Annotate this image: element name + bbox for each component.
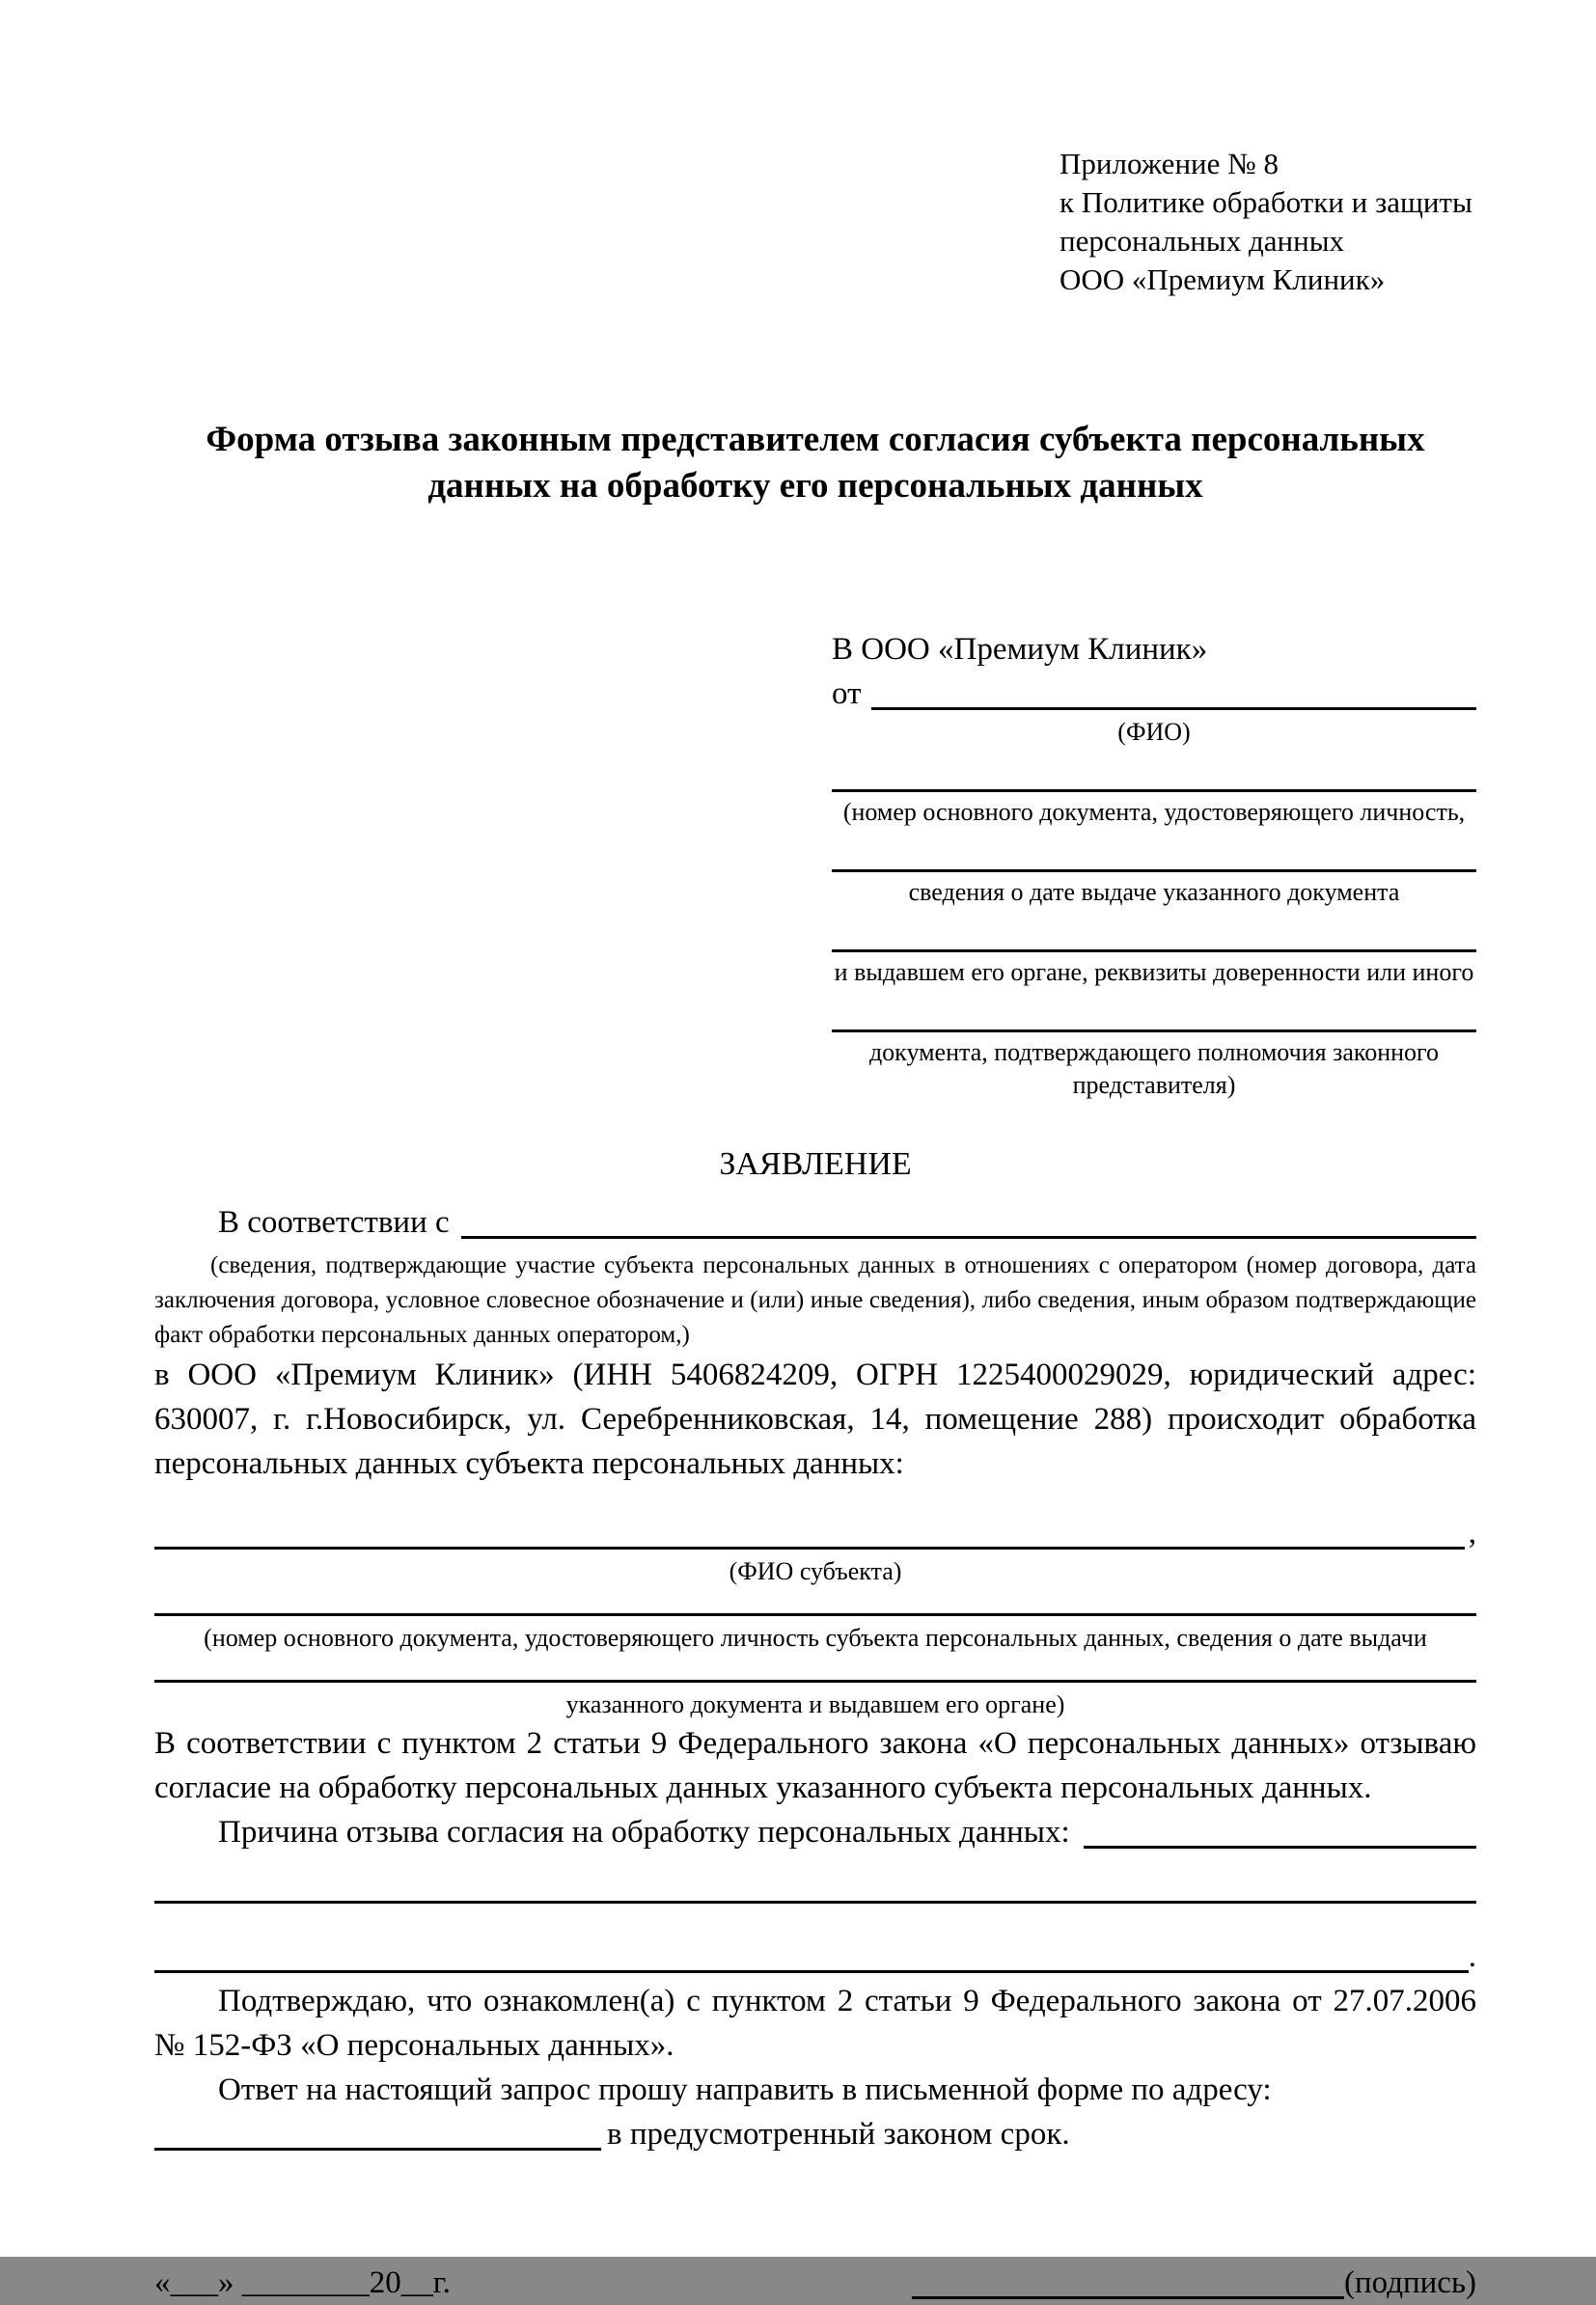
document-title: Форма отзыва законным представителем согласия субъекта персональных данных на обработку его персональных данных bbox=[206, 420, 1425, 506]
from-label: от bbox=[832, 676, 862, 711]
reason-extra-blank-line-1 bbox=[154, 1901, 1476, 1904]
subject-doc-issuer-blank-line bbox=[154, 1680, 1476, 1683]
appendix-note-line: Приложение № 8 bbox=[1059, 147, 1279, 180]
addressee-block bbox=[832, 627, 1476, 1102]
reply-tail-text: в предусмотренный законом срок. bbox=[607, 2117, 1070, 2152]
confirm-paragraph: Подтверждаю, что ознакомлен(а) с пунктом 2 статьи 9 Федерального закона от 27.07.2006 № 152-ФЗ «О персональных данных». bbox=[154, 1984, 1476, 2063]
signature-caption: (подпись) bbox=[1344, 2265, 1476, 2300]
addressee-field bbox=[832, 1029, 1476, 1102]
reason-line bbox=[154, 1810, 1476, 1854]
footer-row bbox=[154, 2261, 1476, 2305]
reason-extra-blank-line-2 bbox=[154, 1935, 1476, 1979]
doc-number-blank-line bbox=[832, 789, 1476, 792]
subject-doc-issuer-line bbox=[154, 1680, 1476, 1688]
signature-line bbox=[912, 2261, 1476, 2305]
subject-fio-comma: , bbox=[1468, 1516, 1476, 1550]
addressee-to: В ООО «Премиум Клиник» bbox=[832, 632, 1208, 667]
date-line: «___» ________20__г. bbox=[154, 2265, 451, 2300]
withdrawal-paragraph: В соответствии с пунктом 2 статьи 9 Федерального закона «О персональных данных» отзываю согласие на обработку персональных данных указанного субъекта персональных данных. bbox=[154, 1726, 1476, 1805]
authority-doc-caption: документа, подтверждающего полномочия законного представителя) bbox=[868, 1038, 1440, 1099]
addressee-field bbox=[832, 949, 1476, 989]
subject-doc-caption-2: указанного документа и выдавшем его органе) bbox=[565, 1690, 1065, 1718]
doc-issue-date-caption: сведения о дате выдаче указанного документа bbox=[908, 878, 1400, 906]
fio-blank-line bbox=[871, 707, 1477, 710]
appendix-note-line: персональных данных bbox=[1059, 224, 1345, 258]
addressee-field bbox=[832, 789, 1476, 829]
reason-blank-period: . bbox=[1468, 1939, 1476, 1974]
reason-extra-blank-line-2-rule bbox=[154, 1970, 1469, 1973]
appendix-note bbox=[1059, 145, 1476, 299]
intro-blank-line bbox=[461, 1236, 1476, 1239]
subject-doc-blank-line bbox=[154, 1613, 1476, 1616]
doc-issuer-caption: и выдавшем его органе, реквизиты доверенности или иного bbox=[834, 958, 1474, 986]
reason-label: Причина отзыва согласия на обработку персональных данных: bbox=[218, 1815, 1070, 1850]
intro-footnote: (сведения, подтверждающие участие субъекта персональных данных в отношениях с оператором (номер договора, дата заключения договора, условное словесное обозначение и (или) иные сведения), либо сведения, иным образом подтверждающие факт обработки персональных данных оператором,) bbox=[154, 1252, 1476, 1348]
subject-doc-caption-1: (номер основного документа, удостоверяющего личность субъекта персональных данных, сведения о дате выдачи bbox=[204, 1624, 1427, 1652]
intro-line bbox=[154, 1200, 1476, 1245]
reason-blank-line bbox=[1084, 1846, 1476, 1849]
addressee-field bbox=[832, 869, 1476, 909]
doc-issue-date-blank-line bbox=[832, 869, 1476, 872]
reply-paragraph: Ответ на настоящий запрос прошу направить в письменной форме по адресу: bbox=[218, 2072, 1272, 2107]
intro-label: В соответствии с bbox=[218, 1205, 450, 1240]
authority-doc-blank-line bbox=[832, 1029, 1476, 1032]
appendix-note-line: к Политике обработки и защиты bbox=[1059, 185, 1472, 219]
signature-blank-line bbox=[912, 2296, 1344, 2299]
reply-address-blank-line bbox=[154, 2148, 601, 2151]
doc-issuer-blank-line bbox=[832, 949, 1476, 952]
subject-fio-blank-line bbox=[154, 1547, 1465, 1550]
reply-address-line bbox=[154, 2112, 1476, 2156]
subject-fio-caption: (ФИО субъекта) bbox=[729, 1557, 902, 1585]
fio-caption: (ФИО) bbox=[1117, 718, 1191, 746]
subject-doc-line bbox=[154, 1613, 1476, 1622]
subject-fio-line bbox=[154, 1511, 1476, 1555]
operator-paragraph: в ООО «Премиум Клиник» (ИНН 5406824209, ОГРН 1225400029029, юридический адрес: 630007, г. г.Новосибирск, ул. Серебренниковская, 14, помещение 288) происходит обработка персональных данных субъекта персональных данных: bbox=[154, 1358, 1476, 1481]
appendix-note-line: ООО «Премиум Клиник» bbox=[1059, 262, 1386, 296]
statement-heading: ЗАЯВЛЕНИЕ bbox=[719, 1146, 912, 1182]
addressee-from-line bbox=[832, 672, 1476, 716]
doc-number-caption: (номер основного документа, удостоверяющего личность, bbox=[842, 798, 1466, 826]
